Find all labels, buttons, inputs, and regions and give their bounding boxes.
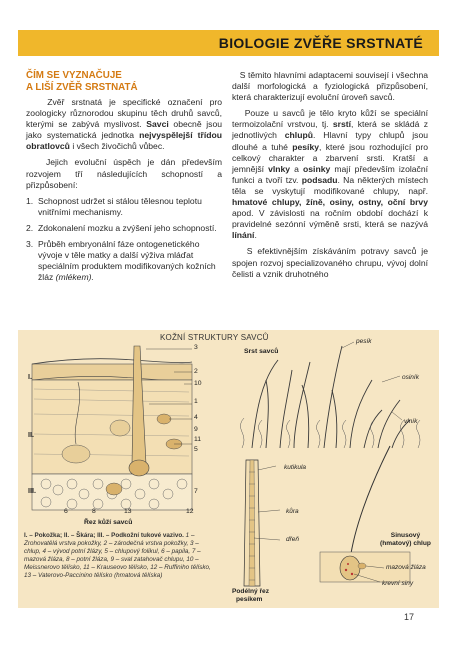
figure-number: 4 — [194, 414, 198, 421]
figure-number: 3 — [194, 344, 198, 351]
fur-label: Srst savců — [244, 348, 279, 355]
paragraph-1: Zvěř srstnatá je specifické označení pro zoologicky různorodou skupinu těch druhů savců, kterými se zabývá myslivost. Savci obecně jsou jako systematická jednotka nejvyspělejší třídou obratlovců i všech živočichů vůbec. — [26, 97, 223, 152]
figure-title: KOŽNÍ STRUKTURY SAVCŮ — [160, 333, 269, 342]
sebaceous-gland-label: mazová žláza — [386, 564, 426, 571]
list-item: 2. Zdokonalení mozku a zvýšení jeho schopností. — [26, 222, 217, 233]
section-title-line-1: ČÍM SE VYZNAČUJE — [26, 70, 122, 81]
awn-hair-label: osiník — [402, 374, 419, 381]
section-title — [26, 70, 222, 93]
figure-number: 6 — [64, 508, 68, 515]
left-column — [26, 66, 222, 288]
figure-caption: I. – Pokožka; II. – Škára; III. – Podkožní tukové vazivo. 1 – Zrohovatělá vrstva pokožky, 2 – zárodečná vrstva pokožky, 3 – chlup, 4 – vývod potní žlázy, 5 – chlupový folikul, 6 – papila, 7 – mazová žláza, 8 – potní žláza, 9 – sval zatahovač chlupu, 10 – Meissnerovo tělísko, 11 – Krauseovo tělísko, 12 – Ruffiniho tělísko, 13 – Vaterovo-Paccinino tělísko (hmatová tělíska) — [24, 532, 211, 580]
list-item: 1. Schopnost udržet si stálou tělesnou teplotu vnitřními mechanismy. — [26, 195, 202, 217]
chapter-title: BIOLOGIE ZVĚŘE SRSTNATÉ — [218, 35, 423, 51]
list-item: 3. Průběh embryonální fáze ontogenetického vývoje v těle matky a další výživa mláďat speciálním produktem modifikovaných kožních žláz (mlékem). — [26, 239, 216, 283]
figure-number: 8 — [92, 508, 96, 515]
layer-label: II. — [28, 430, 34, 439]
right-column — [232, 70, 428, 285]
paragraph-5: S efektivnějším získáváním potravy savců je spojen rozvoj specializovaného chrupu, vývoj dolní čelisti a vznik druhotného — [232, 246, 428, 279]
figure-number: 10 — [194, 380, 202, 387]
wool-hair-label: vlník — [404, 418, 418, 425]
figure-number: 12 — [186, 508, 194, 515]
page-number: 17 — [404, 612, 415, 622]
paragraph-2: Jejich evoluční úspěch je dán především rozvojem tří následujících schopností a přizpůsobení: — [26, 157, 222, 190]
figure-number: 5 — [194, 446, 198, 453]
figure-number: 9 — [194, 426, 198, 433]
figure-number: 11 — [194, 436, 202, 443]
layer-label: III. — [28, 486, 36, 495]
skin-section-label: Řez kůží savců — [84, 519, 133, 526]
cortex-label: kůra — [286, 508, 299, 515]
medulla-label: dřeň — [286, 536, 300, 543]
longitudinal-section-label: Podélný řez pesíkem — [232, 588, 270, 603]
guard-hair-section-illustration — [232, 458, 292, 588]
sinus-hair-label: Sinusový (hmatový) chlup — [380, 532, 431, 547]
figure-number: 13 — [124, 508, 132, 515]
figure-number: 1 — [194, 398, 198, 405]
chapter-header — [18, 30, 439, 56]
cuticle-label: kutikula — [284, 464, 307, 471]
fur-illustration — [232, 340, 432, 452]
paragraph-4: Pouze u savců je tělo kryto kůží se speciální termoizolační vrstvou, tj. srstí, která se skládá z jednotlivých chlupů. Hlavní typy chlupů jsou dlouhé a tuhé pesíky, které jsou rozhodující pro celkový charakter a zbarvení srsti. Kratší a jemnější vlnky a osinky mají především izolační funkci a tvoří tzv. podsadu. Na některých místech těla se vyskytují modifikované chlupy, např. hmatové chlupy, žíně, osiny, ostny, oční brvy apod. V závislosti na ročním období dochází k pravidelné sezónní výměně srsti, která se nazývá línání. — [232, 108, 429, 241]
paragraph-3: S těmito hlavními adaptacemi souvisejí i všechna další morfologická a fyziologická přizpůsobení, která charakterizují evoluční úroveň savců. — [232, 70, 428, 103]
abilities-list — [26, 196, 222, 284]
figure-number: 7 — [194, 488, 198, 495]
section-title-line-2: A LIŠÍ ZVĚŘ SRSTNATÁ — [26, 81, 138, 93]
blood-sinus-label: krevní siny — [382, 580, 414, 587]
figure-number: 2 — [194, 368, 198, 375]
layer-label: I. — [28, 372, 32, 381]
guard-hair-label: pesík — [356, 338, 372, 345]
